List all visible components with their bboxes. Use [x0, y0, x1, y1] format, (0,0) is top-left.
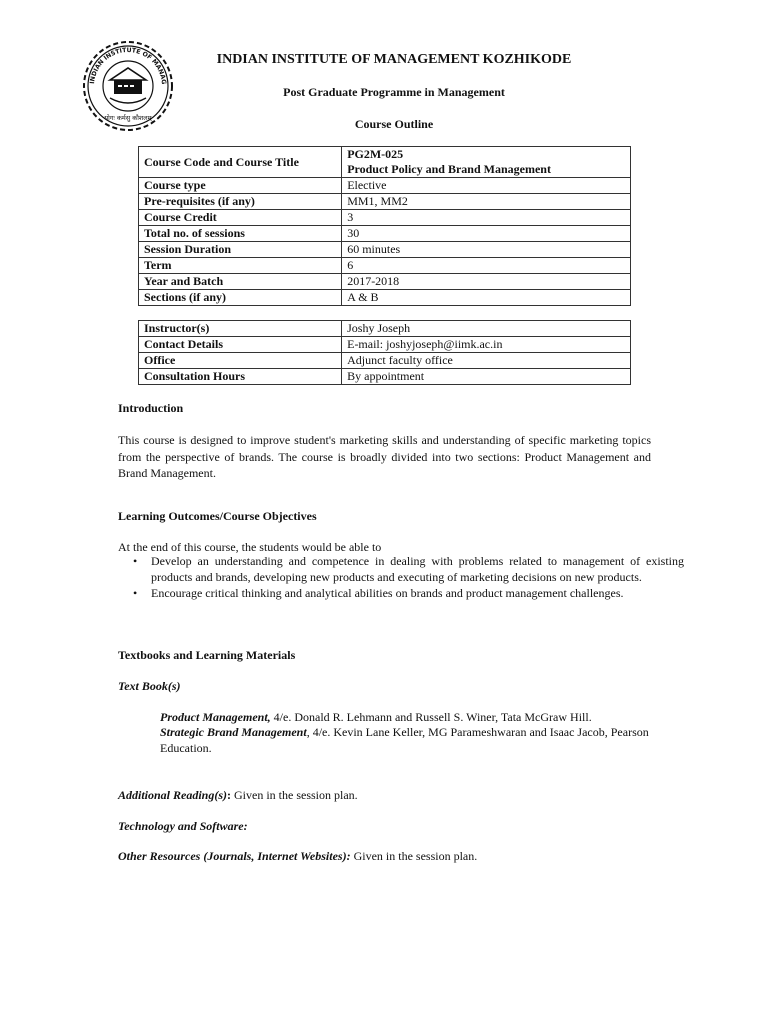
row-value: By appointment	[342, 369, 631, 385]
institute-name: INDIAN INSTITUTE OF MANAGEMENT KOZHIKODE	[216, 52, 572, 67]
table-row	[139, 194, 631, 210]
book-details: 4/e. Donald R. Lehmann and Russell S. Winer, Tata McGraw Hill.	[270, 710, 592, 724]
additional-reading-label: Additional Reading(s)	[118, 788, 228, 802]
book-title: Strategic Brand Management	[160, 725, 307, 739]
additional-reading	[118, 787, 651, 804]
row-value: 60 minutes	[342, 242, 631, 258]
technology-software	[118, 818, 651, 835]
table-row	[139, 321, 631, 337]
table-row	[139, 147, 631, 178]
row-value: 30	[342, 226, 631, 242]
table-row	[139, 353, 631, 369]
row-value: Elective	[342, 178, 631, 194]
table-row	[139, 178, 631, 194]
document-title: Course Outline	[354, 117, 434, 131]
row-value: 6	[342, 258, 631, 274]
list-item	[133, 585, 684, 601]
contact-email: E-mail: joshyjoseph@iimk.ac.in	[342, 337, 631, 353]
introduction-text: This course is designed to improve student's marketing skills and understanding of specific marketing topics from the perspective of brands. The course is broadly divided into two sections: Product Management and Brand Management.	[118, 433, 651, 480]
table-row	[139, 337, 631, 353]
outcomes-list	[118, 553, 684, 601]
course-title: Product Policy and Brand Management	[347, 162, 551, 176]
other-resources-text: Given in the session plan.	[350, 849, 478, 863]
row-label: Consultation Hours	[139, 369, 342, 385]
row-label: Course Credit	[139, 210, 342, 226]
table-row	[139, 258, 631, 274]
row-value: Adjunct faculty office	[342, 353, 631, 369]
course-details-table	[138, 146, 631, 306]
row-label: Office	[139, 353, 342, 369]
row-value: MM1, MM2	[342, 194, 631, 210]
technology-label: Technology and Software:	[118, 819, 248, 833]
bullet-icon: •	[133, 554, 138, 568]
additional-reading-colon: :	[227, 788, 232, 802]
list-item	[133, 553, 684, 585]
row-label: Contact Details	[139, 337, 342, 353]
row-label: Pre-requisites (if any)	[139, 194, 342, 210]
book-details: , 4/e. Kevin Lane Keller, MG Parameshwaran and Isaac Jacob, Pearson Education.	[160, 725, 649, 755]
row-label: Session Duration	[139, 242, 342, 258]
list-item-text: Develop an understanding and competence in dealing with problems related to management of existing products and brands, developing new products and executing of marketing decisions on new products.	[151, 554, 684, 584]
outcomes-heading: Learning Outcomes/Course Objectives	[118, 509, 317, 523]
textbook-heading: Text Book(s)	[118, 679, 181, 693]
row-label: Instructor(s)	[139, 321, 342, 337]
row-label: Total no. of sessions	[139, 226, 342, 242]
bullet-icon: •	[133, 586, 138, 600]
book-title: Product Management,	[160, 710, 271, 724]
table-row	[139, 226, 631, 242]
other-resources-label: Other Resources (Journals, Internet Websites):	[118, 849, 351, 863]
course-code-title-cell	[342, 147, 631, 178]
additional-reading-text: Given in the session plan.	[231, 788, 358, 802]
row-label: Course Code and Course Title	[139, 147, 342, 178]
table-row	[139, 242, 631, 258]
row-label: Year and Batch	[139, 274, 342, 290]
introduction-heading: Introduction	[118, 401, 184, 415]
svg-text:INDIAN INSTITUTE OF MANAGEMENT: INDIAN INSTITUTE OF MANAG	[89, 46, 168, 85]
course-code: PG2M-025	[347, 147, 404, 161]
row-label: Course type	[139, 178, 342, 194]
textbook-entry	[160, 710, 651, 726]
table-row	[139, 369, 631, 385]
table-row	[139, 210, 631, 226]
row-label: Term	[139, 258, 342, 274]
outcomes-lead: At the end of this course, the students would be able to	[118, 540, 382, 554]
textbook-entry	[160, 725, 651, 756]
table-row	[139, 290, 631, 306]
row-value: Joshy Joseph	[342, 321, 631, 337]
table-row	[139, 274, 631, 290]
row-value: A & B	[342, 290, 631, 306]
instructor-details-table	[138, 320, 631, 385]
other-resources	[118, 848, 651, 865]
svg-text:योगः कर्मसु कौशलम्: योगः कर्मसु कौशलम्	[104, 114, 152, 122]
programme-name: Post Graduate Programme in Management	[283, 85, 505, 99]
row-value: 3	[342, 210, 631, 226]
row-label: Sections (if any)	[139, 290, 342, 306]
materials-heading: Textbooks and Learning Materials	[118, 648, 296, 662]
row-value: 2017-2018	[342, 274, 631, 290]
list-item-text: Encourage critical thinking and analytical abilities on brands and product management challenges.	[151, 586, 624, 600]
